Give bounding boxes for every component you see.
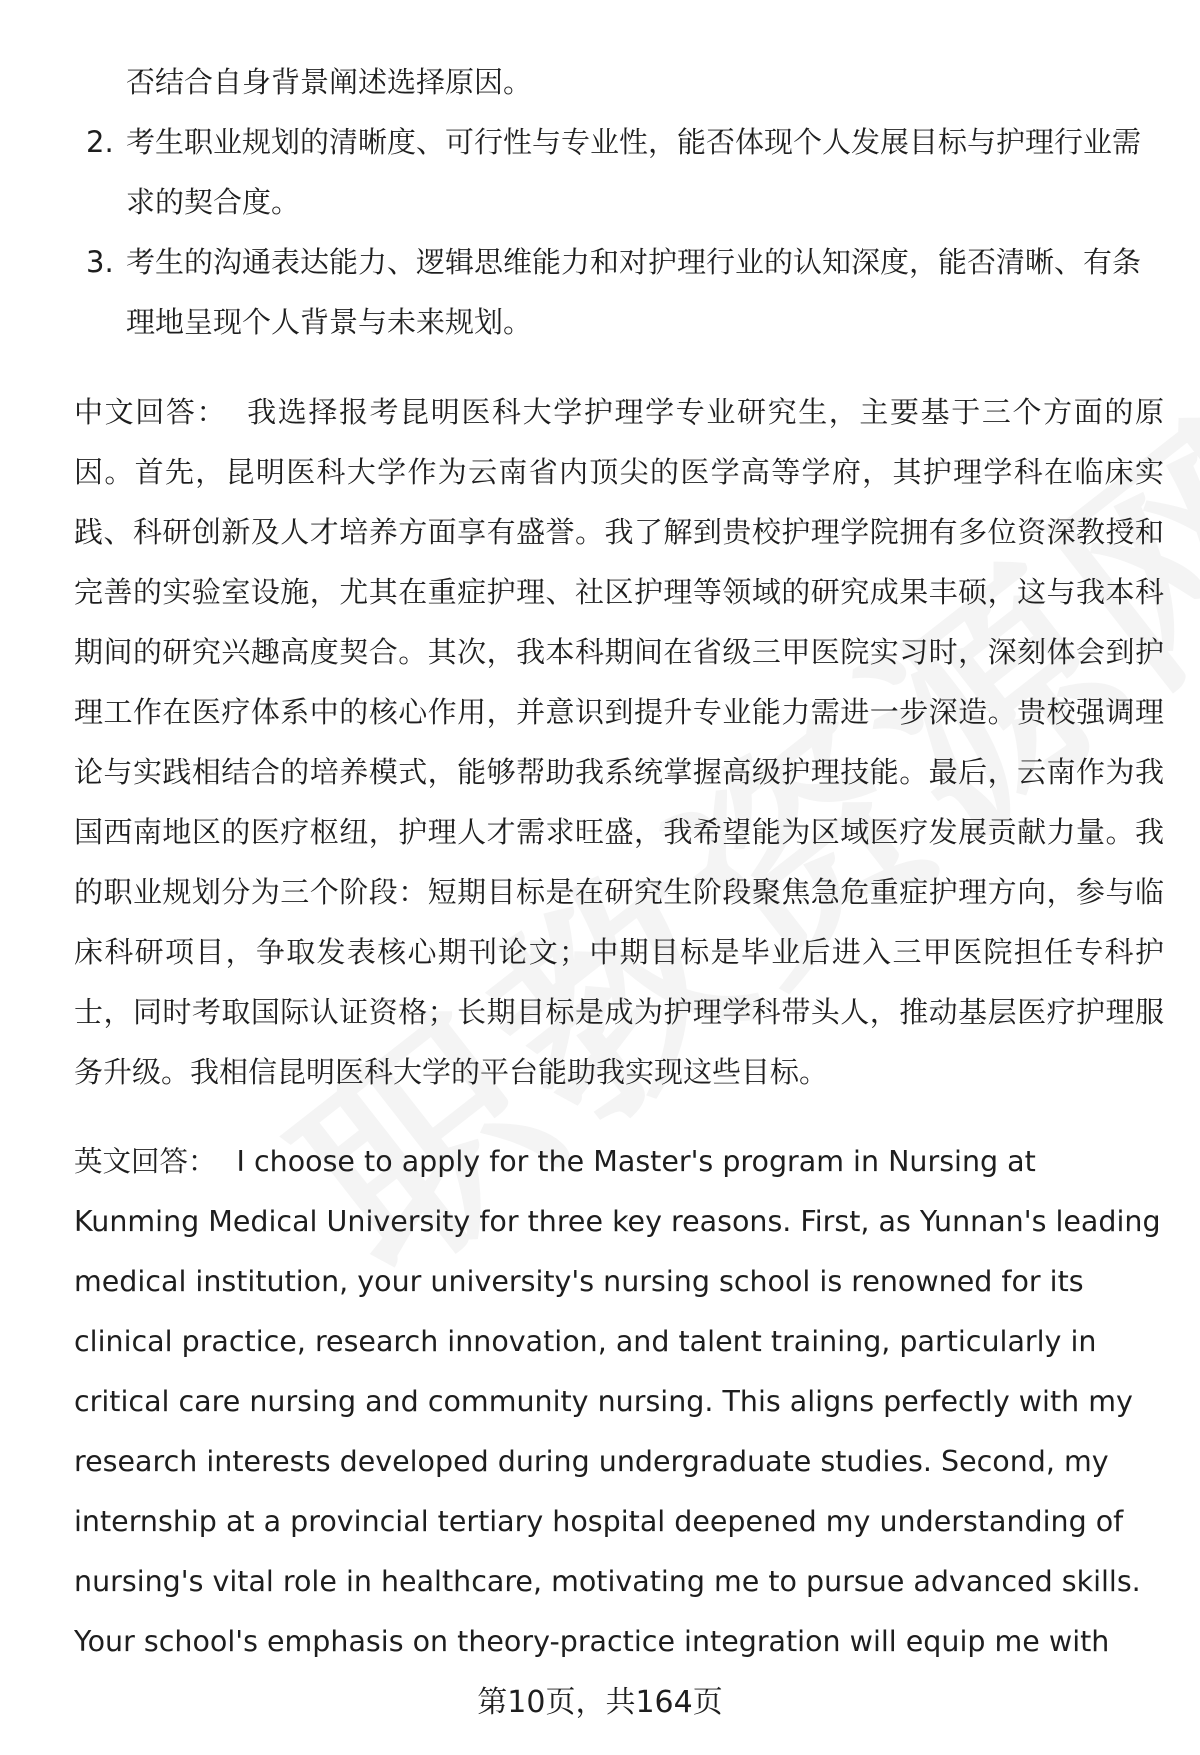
criterion-item [74, 112, 1164, 232]
criterion-item [74, 232, 1164, 352]
criterion-text: 考生的沟通表达能力、逻辑思维能力和对护理行业的认知深度，能否清晰、有条理地呈现个人背景与未来规划。 [126, 245, 1142, 339]
page-content [74, 52, 1164, 1672]
criterion-number: 2. [86, 125, 114, 159]
page-number-footer: 第10页，共164页 [477, 1685, 723, 1720]
chinese-answer-text: 我选择报考昆明医科大学护理学专业研究生，主要基于三个方面的原因。首先，昆明医科大学作为云南省内顶尖的医学高等学府，其护理学科在临床实践、科研创新及人才培养方面享有盛誉。我了解到贵校护理学院拥有多位资深教授和完善的实验室设施，尤其在重症护理、社区护理等领域的研究成果丰硕，这与我本科期间的研究兴趣高度契合。其次，我本科期间在省级三甲医院实习时，深刻体会到护理工作在医疗体系中的核心作用，并意识到提升专业能力需进一步深造。贵校强调理论与实践相结合的培养模式，能够帮助我系统掌握高级护理技能。最后，云南作为我国西南地区的医疗枢纽，护理人才需求旺盛，我希望能为区域医疗发展贡献力量。我的职业规划分为三个阶段：短期目标是在研究生阶段聚焦急危重症护理方向，参与临床科研项目，争取发表核心期刊论文；中期目标是毕业后进入三甲医院担任专科护士，同时考取国际认证资格；长期目标是成为护理学科带头人，推动基层医疗护理服务升级。我相信昆明医科大学的平台能助我实现这些目标。 [74, 395, 1164, 1089]
criterion-text: 考生职业规划的清晰度、可行性与专业性，能否体现个人发展目标与护理行业需求的契合度。 [126, 125, 1142, 219]
chinese-answer-paragraph [74, 382, 1164, 1102]
criterion-number: 3. [86, 245, 114, 279]
english-answer-paragraph [74, 1132, 1164, 1672]
criterion-1-continued: 否结合自身背景阐述选择原因。 [126, 65, 533, 99]
chinese-answer-label: 中文回答： [74, 395, 228, 429]
english-answer-label: 英文回答： [74, 1145, 217, 1178]
english-answer-text: I choose to apply for the Master's program in Nursing at Kunming Medical University for three key reasons. First, as Yunnan's leading medical institution, your university's nursing school is renowned for its clinical practice, research innovation, and talent training, particularly in critical care nursing and community nursing. This aligns perfectly with my research interests developed during undergraduate studies. Second, my internship at a provincial tertiary hospital deepened my understanding of nursing's vital role in healthcare, motivating me to pursue advanced skills. Your school's emphasis on theory-practice integration will equip me with [74, 1145, 1161, 1658]
evaluation-criteria-list [74, 112, 1164, 352]
